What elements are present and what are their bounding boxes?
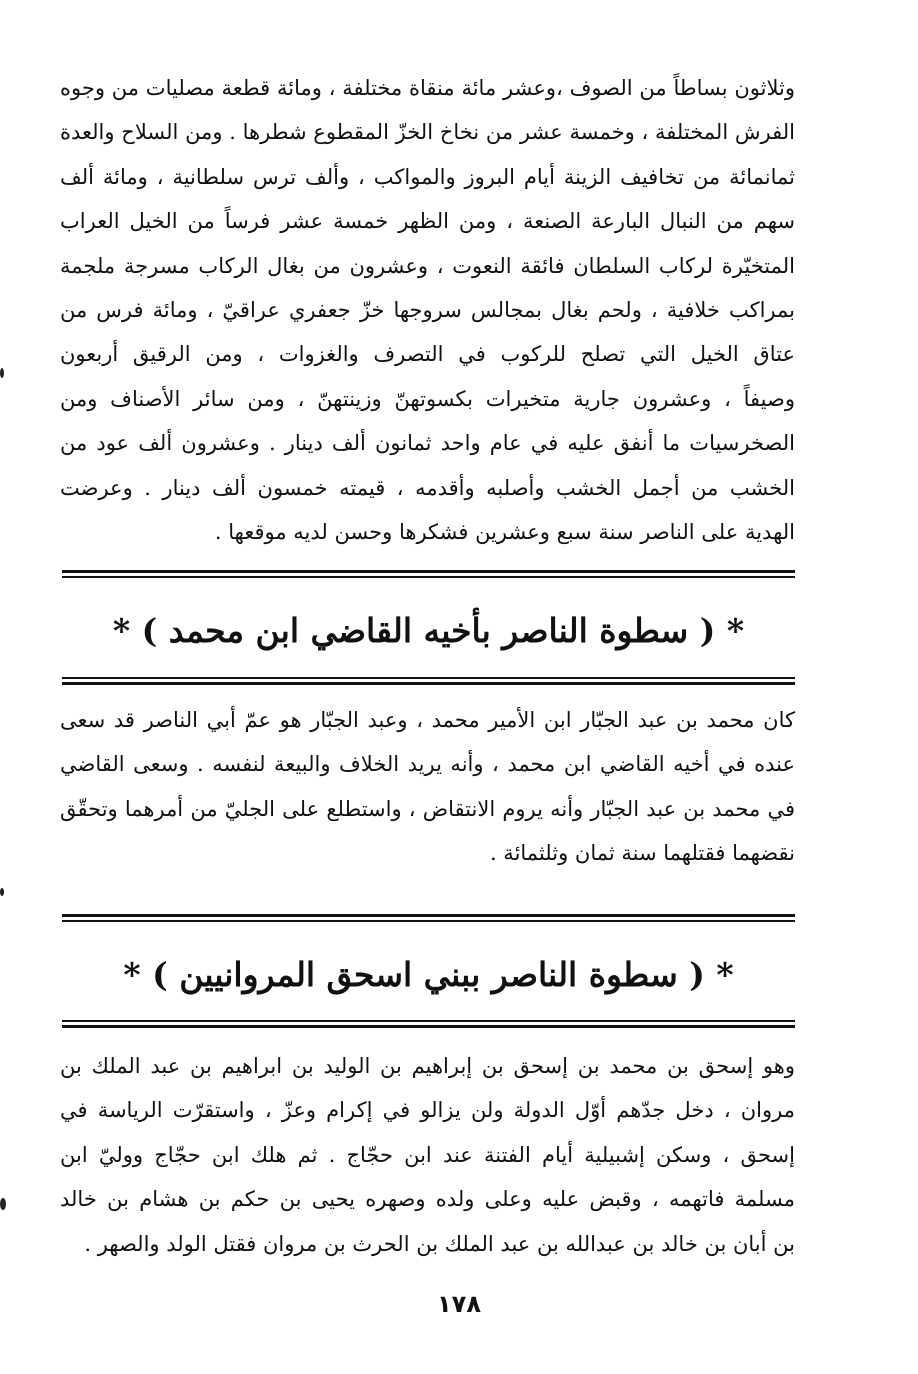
section3-paragraph [60,1044,795,1266]
text-line: مروان ، دخل جدّهم أوّل الدولة ولن يزالو في إكرام وعزّ ، واستقرّت الرياسة في [60,1098,795,1123]
text-line: كان محمد بن عبد الجبّار ابن الأمير محمد ، وعبد الجبّار هو عمّ أبي الناصر قد سعى [60,708,795,732]
scan-speck [0,888,4,896]
text-line: بن أبان بن خالد بن عبدالله بن عبد الملك بن الحرث بن مروان فقتل الولد والصهر . [84,1231,795,1256]
divider-thick-line [62,914,795,917]
text-line: الفرش المختلفة ، وخمسة عشر من نخاخ الخزّ المقطوع شطرها . ومن السلاح والعدة [60,120,795,145]
text-line: وثلاثون بساطاً من الصوف ،وعشر مائة منقاة مختلفة ، ومائة قطعة مصليات من وجوه [60,76,795,100]
section-divider-top [62,570,795,578]
text-line: المتخيّرة لركاب السلطان فائقة النعوت ، وعشرون من بغال الركاب مسرجة ملجمة [60,253,795,278]
text-line: عتاق الخيل التي تصلح للركوب في التصرف والغزوات ، ومن الرقيق أربعون [60,342,795,367]
scan-speck [0,368,4,378]
section-divider-bottom [62,677,795,685]
divider-thin-line [62,677,795,679]
text-line: سهم من النبال البارعة الصنعة ، ومن الظهر خمسة عشر فرساً من الخيل العراب [60,209,795,234]
text-line: وصيفاً ، وعشرون جارية متخيرات بكسوتهنّ وزينتهنّ ، ومن سائر الأصناف ومن [60,386,795,411]
section1-paragraph [60,66,795,554]
section-divider-top [62,914,795,922]
divider-thick-line [62,682,795,685]
section2-paragraph [60,698,795,876]
section2-heading: * ( سطوة الناصر بأخيه القاضي ابن محمد ) * [112,611,745,650]
text-line: بمراكب خلافية ، ولحم بغال بمجالس سروجها خزّ جعفري عراقيّ ، ومائة فرس من [60,298,795,323]
page-number: ١٧٨ [437,1290,481,1318]
scan-speck [0,1198,6,1210]
text-line: مسلمة فاتهمه ، وقبض عليه وعلى ولده وصهره يحيى بن حكم بن هشام بن خالد [60,1187,795,1212]
text-line: الصخرسيات ما أنفق عليه في عام واحد ثمانون ألف دينار . وعشرون ألف عود من [60,431,795,456]
text-line: إسحق ، وسكن إشبيلية أيام الفتنة عند ابن حجّاج . ثم هلك ابن حجّاج ووليّ ابن [60,1142,795,1167]
text-line: عنده في أخيه القاضي ابن محمد ، وأنه يريد الخلاف والبيعة لنفسه . وسعى القاضي [60,752,795,777]
divider-thin-line [62,1020,795,1022]
divider-thick-line [62,570,795,573]
text-line: الخشب من أجمل الخشب وأصلبه وأقدمه ، قيمته خمسون ألف دينار . وعرضت [60,475,795,500]
text-line: نقضهما فقتلهما سنة ثمان وثلثمائة . [489,841,795,866]
divider-thin-line [62,576,795,578]
text-line: ثمانمائة من تخافيف الزينة أيام البروز والمواكب ، وألف ترس سلطانية ، ومائة ألف [60,164,795,189]
text-line: وهو إسحق بن محمد بن إسحق بن إبراهيم بن الوليد بن ابراهيم بن عبد الملك بن [60,1054,795,1078]
section3-heading: * ( سطوة الناصر ببني اسحق المروانيين ) * [123,955,734,994]
divider-thin-line [62,920,795,922]
divider-thick-line [62,1025,795,1028]
section-divider-bottom [62,1020,795,1028]
text-line: الهدية على الناصر سنة سبع وعشرين فشكرها وحسن لديه موقعها . [214,520,795,545]
text-line: في محمد بن عبد الجبّار وأنه يروم الانتقاض ، واستطلع على الجليّ من أمرهما وتحقّق [60,796,795,821]
